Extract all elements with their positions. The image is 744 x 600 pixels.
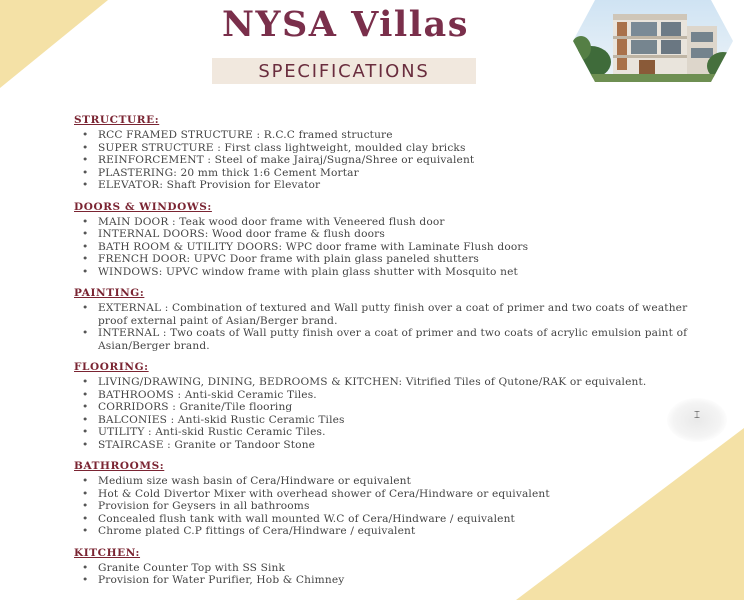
- corner-decoration-top-left: [0, 0, 108, 88]
- list-item: • INTERNAL DOORS: Wood door frame & flush doors: [74, 228, 694, 241]
- list-item: • BATHROOMS : Anti-skid Ceramic Tiles.: [74, 389, 694, 402]
- list-item: • SUPER STRUCTURE : First class lightweight, moulded clay bricks: [74, 142, 694, 155]
- specifications-banner: [212, 58, 476, 84]
- list-item: • FRENCH DOOR: UPVC Door frame with plain glass paneled shutters: [74, 253, 694, 266]
- text-cursor-icon: ⌶: [694, 409, 700, 421]
- list-item: • ELEVATOR: Shaft Provision for Elevator: [74, 179, 694, 192]
- list-item: • LIVING/DRAWING, DINING, BEDROOMS & KITCHEN: Vitrified Tiles of Qutone/RAK or equivalent.: [74, 376, 694, 389]
- list-item: • Provision for Water Purifier, Hob & Chimney: [74, 574, 694, 587]
- section-bathrooms: [74, 460, 694, 538]
- list-item: • Medium size wash basin of Cera/Hindware or equivalent: [74, 475, 694, 488]
- list-item: • Chrome plated C.P fittings of Cera/Hindware / equivalent: [74, 525, 694, 538]
- list-item: • Granite Counter Top with SS Sink: [74, 562, 694, 575]
- section-heading-painting: PAINTING:: [74, 287, 145, 299]
- list-item: • CORRIDORS : Granite/Tile flooring: [74, 401, 694, 414]
- list-item: • UTILITY : Anti-skid Rustic Ceramic Tiles.: [74, 426, 694, 439]
- list-item: • INTERNAL : Two coats of Wall putty finish over a coat of primer and two coats of acrylic emulsion paint of Asian/Berger brand.: [74, 327, 694, 352]
- list-item: • Provision for Geysers in all bathrooms: [74, 500, 694, 513]
- section-painting: [74, 287, 694, 352]
- section-heading-flooring: FLOORING:: [74, 361, 149, 373]
- section-flooring: [74, 361, 694, 451]
- page-title: NYSA Villas: [222, 4, 469, 45]
- list-item: • RCC FRAMED STRUCTURE : R.C.C framed structure: [74, 129, 694, 142]
- section-kitchen: [74, 547, 694, 587]
- list-item: • BATH ROOM & UTILITY DOORS: WPC door frame with Laminate Flush doors: [74, 241, 694, 254]
- list-item: • WINDOWS: UPVC window frame with plain glass shutter with Mosquito net: [74, 266, 694, 279]
- list-item: • BALCONIES : Anti-skid Rustic Ceramic Tiles: [74, 414, 694, 427]
- section-doors-windows: [74, 201, 694, 279]
- specifications-heading: SPECIFICATIONS: [258, 60, 430, 82]
- section-structure: [74, 114, 694, 192]
- section-heading-bathrooms: BATHROOMS:: [74, 460, 165, 472]
- list-item: • STAIRCASE : Granite or Tandoor Stone: [74, 439, 694, 452]
- specifications-content: [74, 114, 694, 596]
- list-item: • EXTERNAL : Combination of textured and Wall putty finish over a coat of primer and two coats of weather proof external paint of Asian/Berger brand.: [74, 302, 694, 327]
- villa-building-icon: [573, 0, 733, 82]
- section-heading-structure: STRUCTURE:: [74, 114, 160, 126]
- list-item: • REINFORCEMENT : Steel of make Jairaj/Sugna/Shree or equivalent: [74, 154, 694, 167]
- section-heading-kitchen: KITCHEN:: [74, 546, 141, 559]
- list-item: • Concealed flush tank with wall mounted W.C of Cera/Hindware / equivalent: [74, 513, 694, 526]
- list-item: • PLASTERING: 20 mm thick 1:6 Cement Mortar: [74, 167, 694, 180]
- list-item: • Hot & Cold Divertor Mixer with overhead shower of Cera/Hindware or equivalent: [74, 488, 694, 501]
- list-item: • MAIN DOOR : Teak wood door frame with Veneered flush door: [74, 216, 694, 229]
- text-cursor-indicator: [667, 398, 727, 442]
- section-heading-doors-windows: DOORS & WINDOWS:: [74, 200, 212, 213]
